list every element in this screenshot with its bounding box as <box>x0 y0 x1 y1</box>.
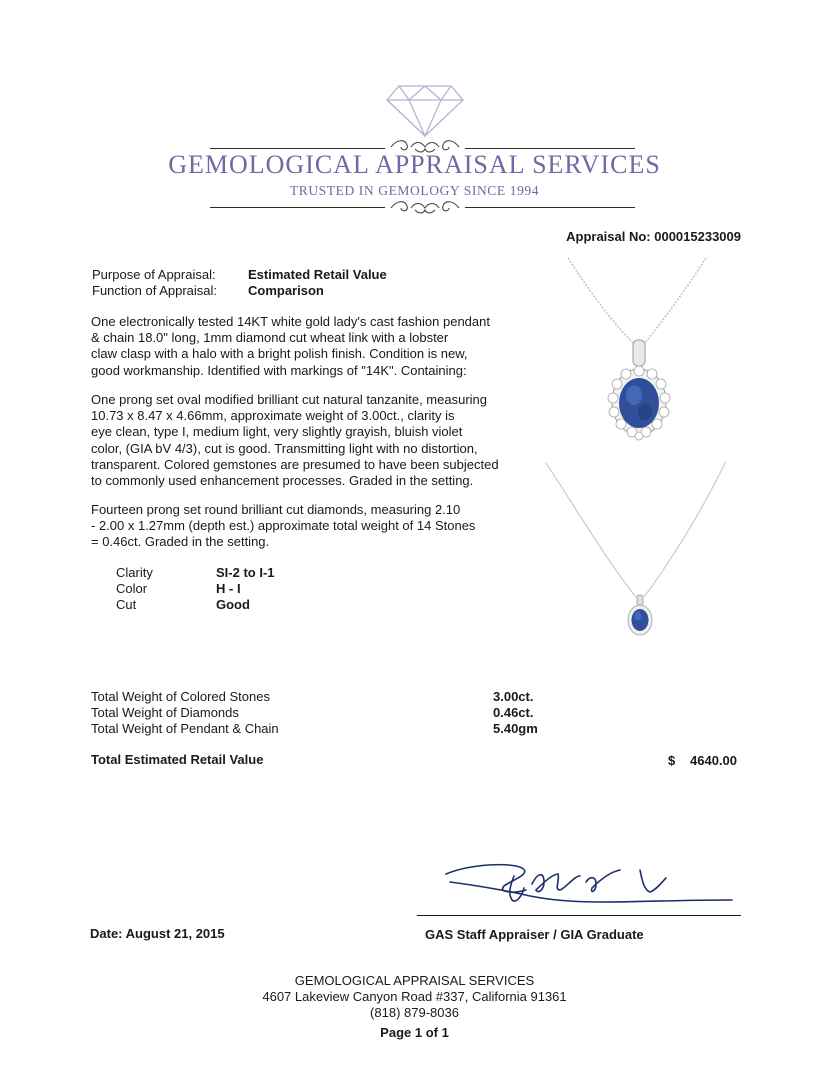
total-label-colored-stones: Total Weight of Colored Stones <box>91 689 270 704</box>
function-label: Function of Appraisal: <box>92 283 218 298</box>
purpose-value: Estimated Retail Value <box>248 267 387 282</box>
brand-name: GEMOLOGICAL APPRAISAL SERVICES <box>168 150 661 179</box>
grade-label-color: Color <box>116 581 148 596</box>
description-line: - 2.00 x 1.27mm (depth est.) approximate total weight of 14 Stones <box>91 518 476 534</box>
description-line: transparent. Colored gemstones are presumed to have been subjected <box>91 456 499 472</box>
flourish-ornament-icon <box>385 198 465 218</box>
grade-label-clarity: Clarity <box>116 565 153 580</box>
grade-value-cut: Good <box>216 597 250 612</box>
description-line: claw clasp with a halo with a bright polish finish. Condition is new, <box>91 346 468 362</box>
description-line: One electronically tested 14KT white gold lady's cast fashion pendant <box>91 314 490 329</box>
grade-label-cut: Cut <box>116 597 137 612</box>
function-value: Comparison <box>248 283 324 298</box>
appraisal-date: Date: August 21, 2015 <box>90 926 225 941</box>
purpose-label: Purpose of Appraisal: <box>92 267 216 282</box>
description-line: good workmanship. Identified with markings of "14K". Containing: <box>91 362 467 378</box>
total-value-colored-stones: 3.00ct. <box>493 689 534 704</box>
diamond-logo-icon <box>385 82 465 138</box>
footer-company: GEMOLOGICAL APPRAISAL SERVICES <box>294 973 535 988</box>
appraiser-signature <box>440 860 740 915</box>
footer-phone: (818) 879-8036 <box>370 1005 459 1020</box>
retail-value-amount: 4640.00 <box>690 753 737 768</box>
description-line: eye clean, type I, medium light, very slightly grayish, bluish violet <box>91 424 463 440</box>
pendant-full-necklace-image <box>540 455 740 655</box>
signature-line <box>417 915 741 916</box>
description-line: = 0.46ct. Graded in the setting. <box>91 534 270 550</box>
pendant-closeup-image <box>550 252 720 442</box>
description-line: color, (GIA bV 4/3), cut is good. Transmitting light with no distortion, <box>91 440 478 456</box>
description-line: & chain 18.0" long, 1mm diamond cut wheat link with a lobster <box>91 330 449 346</box>
total-label-pendant-chain: Total Weight of Pendant & Chain <box>91 721 279 736</box>
description-paragraph-tanzanite <box>91 392 531 489</box>
footer-address: 4607 Lakeview Canyon Road #337, California 91361 <box>262 989 567 1004</box>
description-paragraph-diamonds <box>91 502 531 551</box>
appraiser-title: GAS Staff Appraiser / GIA Graduate <box>425 927 644 942</box>
description-line: 10.73 x 8.47 x 4.66mm, approximate weight of 3.00ct., clarity is <box>91 408 455 424</box>
description-line: Fourteen prong set round brilliant cut diamonds, measuring 2.10 <box>91 502 461 517</box>
grade-value-color: H - I <box>216 581 241 596</box>
grade-value-clarity: SI-2 to I-1 <box>216 565 275 580</box>
brand-tagline: TRUSTED IN GEMOLOGY SINCE 1994 <box>289 183 540 198</box>
total-value-diamonds: 0.46ct. <box>493 705 534 720</box>
retail-value-label: Total Estimated Retail Value <box>91 752 264 767</box>
description-paragraph-setting <box>91 314 531 379</box>
total-label-diamonds: Total Weight of Diamonds <box>91 705 239 720</box>
description-line: to commonly used enhancement processes. Graded in the setting. <box>91 473 474 489</box>
total-value-pendant-chain: 5.40gm <box>493 721 538 736</box>
appraisal-number: Appraisal No: 000015233009 <box>566 229 741 244</box>
description-line: One prong set oval modified brilliant cut natural tanzanite, measuring <box>91 392 487 407</box>
page-number: Page 1 of 1 <box>380 1025 449 1040</box>
retail-currency-symbol: $ <box>668 753 676 768</box>
